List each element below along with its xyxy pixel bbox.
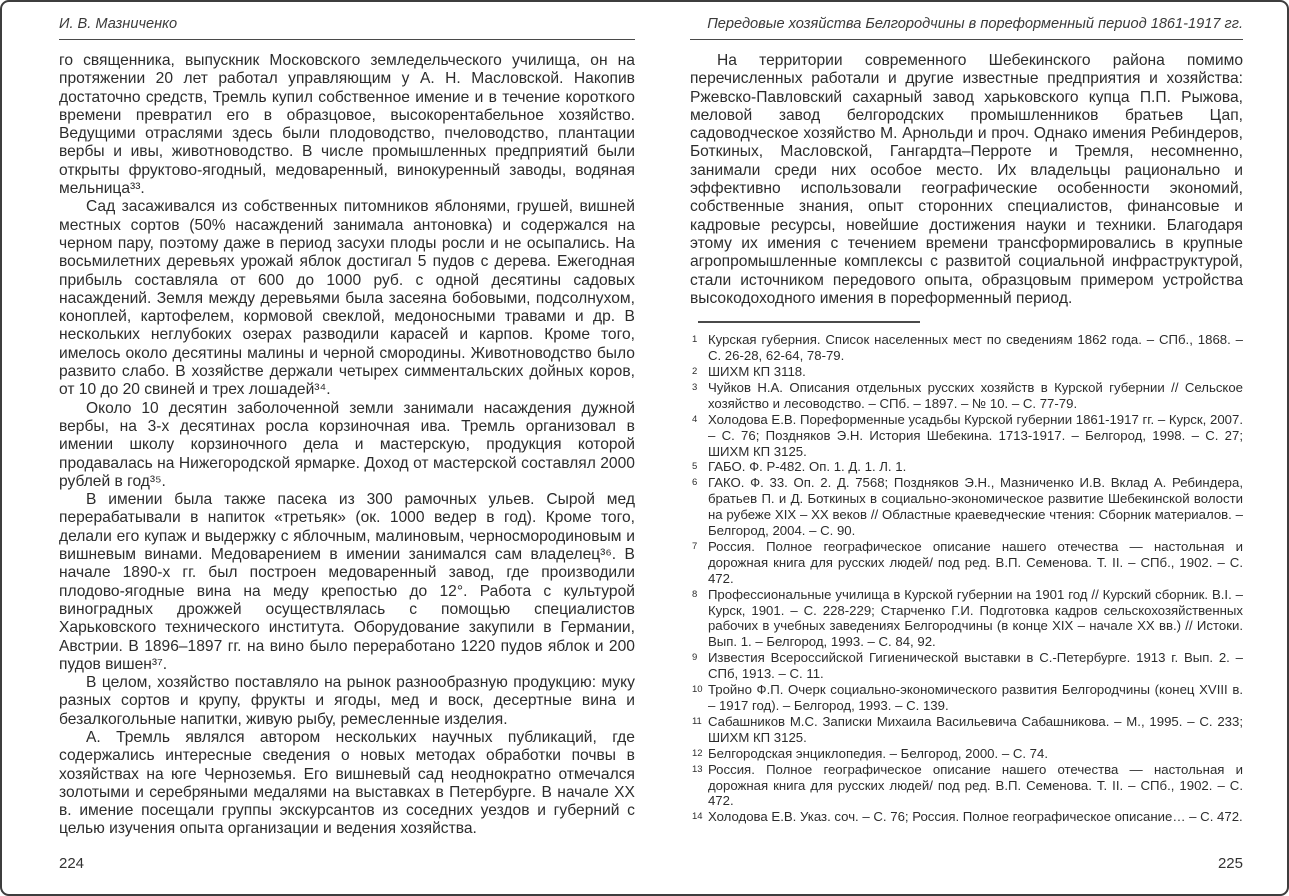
footnote xyxy=(690,539,1243,587)
footnote-text: Чуйков Н.А. Описания отдельных русских хозяйств в Курской губернии // Сельское хозяйство и лесоводство. – СПб. – 1897. – № 10. – С. 77-79. xyxy=(707,379,1243,411)
footnote xyxy=(690,809,1243,825)
page-left xyxy=(2,2,635,894)
paragraph: В имении была также пасека из 300 рамочных ульев. Сырой мед перерабатывали в напиток «третьяк» (ок. 1000 ведер в год). Кроме того, делали его купаж и выдержку с яблочным, малиновым, черносмородиновым и вишневым винами. Медоварением в имении занимался сам владелец³⁶. В начале 1890-х гг. был построен медоваренный завод, где производили плодово-ягодные вина на меду крепостью до 12°. Работа с культурой виноградных дрожжей осуществлялась с помощью специалистов Харьковского технического института. Оборудование закупили в Германии, Австрии. В 1896–1897 гг. на вино было переработано 1220 пудов яблок и 200 пудов вишен³⁷. xyxy=(59,491,635,673)
footnote xyxy=(690,364,1243,380)
footnote-text: Тройно Ф.П. Очерк социально-экономического развития Белгородчины (конец XVIII в. – 1917 год). – Белгород, 1993. – С. 139. xyxy=(707,682,1243,713)
footnote-text: Холодова Е.В. Указ. соч. – С. 76; Россия. Полное географическое описание… – С. 472. xyxy=(707,809,1243,825)
footnotes xyxy=(690,332,1243,825)
footnote xyxy=(690,714,1243,746)
footnote-number: 14 xyxy=(691,811,703,823)
footnote xyxy=(690,746,1243,762)
footnote-number: 6 xyxy=(691,477,698,489)
footnote-number: 2 xyxy=(691,365,698,377)
footnote-text: ГАБО. Ф. Р-482. Оп. 1. Д. 1. Л. 1. xyxy=(707,459,907,475)
page-number-left: 224 xyxy=(59,855,85,872)
footnote xyxy=(690,587,1243,651)
footnote-separator xyxy=(698,321,920,323)
footnote xyxy=(690,412,1243,460)
footnote-text: ГАКО. Ф. 33. Оп. 2. Д. 7568; Поздняков Э.Н., Мазниченко И.В. Вклад А. Ребиндера, братьев П. и Д. Боткиных в социально-экономическое развитие Шебекинской волости на рубеже XIX – XX веков // Областные краеведческие чтения: Сборник материалов. – Белгород, 2004. – С. 90. xyxy=(707,475,1243,539)
header-rule-right xyxy=(690,39,1243,40)
footnote-number: 5 xyxy=(691,461,698,473)
paragraph: го священника, выпускник Московского земледельческого училища, он на протяжении 20 лет работал управляющим у А. Н. Масловской. Накопив достаточно средств, Тремль купил собственное имение и в течение короткого времени превратил его в образцовое, высокорентабельное хозяйство. Ведущими отраслями здесь были плодоводство, пчеловодство, плантации вербы и ивы, животноводство. В числе промышленных предприятий были открыты фруктово-ягодный, медоваренный, винокуренный заводы, водяная мельница³³. xyxy=(59,52,635,198)
footnote xyxy=(690,682,1243,714)
page-right xyxy=(635,2,1287,894)
footnote-text: Профессиональные училища в Курской губернии на 1901 год // Курский сборник. В.I. – Курск, 1901. – С. 228-229; Старченко Г.И. Подготовка кадров сельскохозяйственных рабочих в учебных заведениях Белгородчины (в конце XIX – начале XX вв.) // Истоки. Вып. 1. – Белгород, 1993. – С. 84, 92. xyxy=(707,586,1243,650)
paragraph: На территории современного Шебекинского района помимо перечисленных работали и другие известные предприятия и хозяйства: Ржевско-Павловский сахарный завод харьковского купца П.П. Рыжова, меловой завод белгородских промышленников братьев Цап, садоводческое хозяйство М. Арнольди и проч. Однако имения Ребиндеров, Боткиных, Масловской, Гангардта–Перроте и Тремля, несомненно, занимали среди них особое место. Их владельцы рационально и эффективно использовали географические особенности экономий, собственные знания, опыт сторонних специалистов, финансовые и кадровые ресурсы, новейшие достижения науки и техники. Благодаря этому их имения с течением времени трансформировались в крупные агропромышленные комплексы с развитой социальной инфраструктурой, стали источником передового опыта, образцовым примером устройства высокодоходного имения в пореформенный период. xyxy=(689,52,1243,307)
page-left-body xyxy=(59,52,635,839)
footnote-text: Россия. Полное географическое описание нашего отечества — настольная и дорожная книга для русских людей/ под ред. В.П. Семенова. Т. II. – СПб., 1902. – С. 472. xyxy=(707,538,1243,586)
running-head-title: Передовые хозяйства Белгородчины в пореформенный период 1861-1917 гг. xyxy=(707,16,1243,32)
footnote-text: Курская губерния. Список населенных мест по сведениям 1862 года. – СПб., 1868. – С. 26-28, 62-64, 78-79. xyxy=(707,332,1243,364)
footnote-text: Россия. Полное географическое описание нашего отечества — настольная и дорожная книга для русских людей/ под ред. В.П. Семенова. Т. II. – СПб., 1902. – С. 472. xyxy=(707,761,1243,809)
running-head-author: И. В. Мазниченко xyxy=(59,16,178,32)
page-right-body xyxy=(690,52,1243,308)
footnote xyxy=(690,762,1243,810)
paragraph: Около 10 десятин заболоченной земли занимали насаждения дужной вербы, на 3-х десятинах росла корзиночная ива. Тремль организовал в имении школу корзиночного дела и мастерскую, продукция которой продавалась на Нижегородской ярмарке. Доход от мастерской составлял 2000 рублей в год³⁵. xyxy=(59,399,635,490)
footnote xyxy=(690,332,1243,364)
footnote-text: Белгородская энциклопедия. – Белгород, 2000. – С. 74. xyxy=(707,745,1049,761)
paragraph: А. Тремль являлся автором нескольких научных публикаций, где содержались интересные сведения о новых методах обработки почвы в хозяйствах на юге Черноземья. Его вишневый сад неоднократно отмечался золотыми и серебряными медалями на выставках в Петербурге. В начале XX в. имение посещали группы экскурсантов из соседних уездов и губерний с целью изучения опыта организации и ведения хозяйства. xyxy=(59,728,635,838)
header-rule-left xyxy=(59,39,635,40)
footnote-number: 12 xyxy=(691,747,703,759)
footnote-text: Известия Всероссийской Гигиенической выставки в С.-Петербурге. 1913 г. Вып. 2. – СПб, 1913. – С. 11. xyxy=(707,650,1243,682)
paragraph: В целом, хозяйство поставляло на рынок разнообразную продукцию: муку разных сортов и крупу, фрукты и ягоды, мед и воск, десертные вина и безалкогольные напитки, живую рыбу, ремесленные изделия. xyxy=(59,674,635,728)
footnote-number: 9 xyxy=(691,652,698,664)
footnote-number: 8 xyxy=(691,588,698,600)
footnote-number: 1 xyxy=(691,334,698,346)
footnote xyxy=(690,459,1243,475)
footnote-number: 11 xyxy=(691,715,702,727)
footnote-number: 13 xyxy=(691,763,703,775)
footnote-number: 4 xyxy=(691,413,698,425)
footnote-text: ШИХМ КП 3118. xyxy=(707,363,806,379)
footnote-text: Холодова Е.В. Пореформенные усадьбы Курской губернии 1861-1917 гг. – Курск, 2007. – С. 76; Поздняков Э.Н. История Шебекина. 1713-1917. – Белгород, 1998. – С. 27; ШИХМ КП 3125. xyxy=(707,411,1243,459)
footnote-text: Сабашников М.С. Записки Михаила Васильевича Сабашникова. – М., 1995. – С. 233; ШИХМ КП 3125. xyxy=(707,713,1243,745)
footnote-number: 7 xyxy=(691,540,698,552)
footnote xyxy=(690,380,1243,412)
footnote xyxy=(690,475,1243,539)
paragraph: Сад засаживался из собственных питомников яблонями, грушей, вишней местных сортов (50% насаждений занимала антоновка) и содержался на черном пару, поэтому даже в период засухи плоды росли и не осыпались. На восьмилетних деревьях урожай яблок достигал 5 пудов с дерева. Ежегодная прибыль составляла от 600 до 1000 руб. с одной десятины садовых насаждений. Земля между деревьями была засеяна бобовыми, подсолнухом, коноплей, картофелем, кормовой свеклой, медоносными травами и др. В нескольких неглубоких озерах разводили карасей и карпов. Кроме того, имелось около десятины малины и черной смородины. Животноводство было развито слабо. В хозяйстве держали четырех симментальских дойных коров, от 10 до 20 свиней и трех лошадей³⁴. xyxy=(59,198,635,399)
footnote xyxy=(690,650,1243,682)
footnote-number: 10 xyxy=(691,684,703,696)
footnote-number: 3 xyxy=(691,381,698,393)
page-number-right: 225 xyxy=(1217,855,1243,872)
